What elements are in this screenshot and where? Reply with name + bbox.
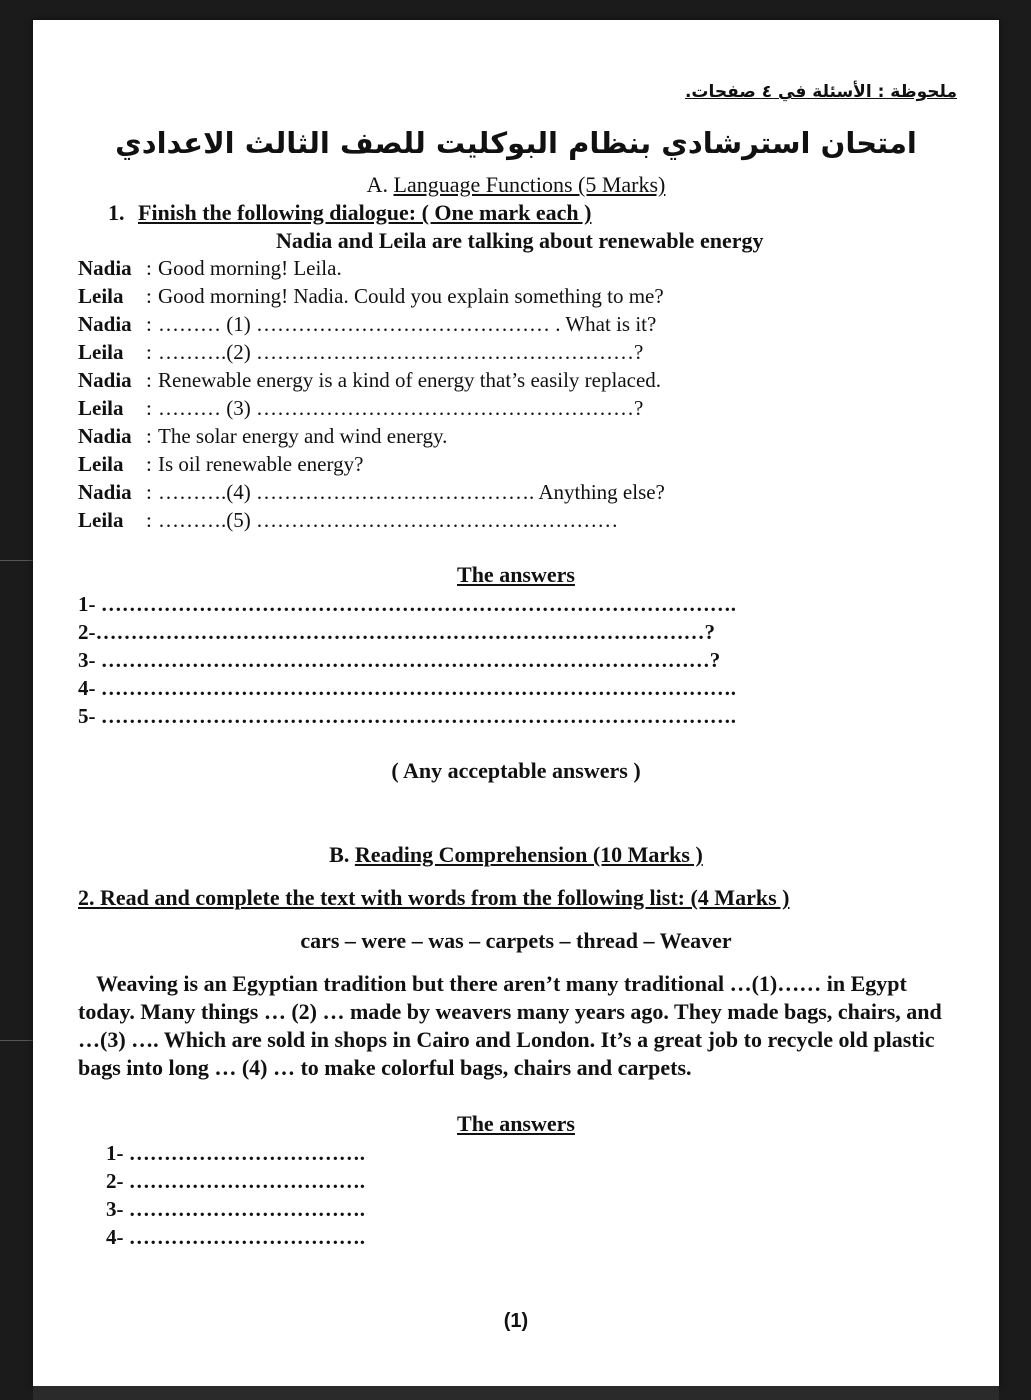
answer-line: 1- …………………………….	[106, 1141, 365, 1165]
dialogue-text: Is oil renewable energy?	[158, 452, 364, 476]
speaker-name: Leila	[78, 452, 124, 476]
exam-page	[33, 20, 999, 1386]
answer-line: 3- ……………………………………………………………………………?	[78, 648, 721, 672]
section-a-title: Language Functions (5 Marks)	[393, 172, 666, 197]
dialogue-line: Nadia : Renewable energy is a kind of energy that’s easily replaced.	[78, 368, 662, 392]
answers-heading: The answers	[457, 1111, 575, 1136]
speaker-name: Leila	[78, 508, 124, 532]
dialogue-text: Renewable energy is a kind of energy that’s easily replaced.	[158, 368, 662, 392]
dialogue-text: The solar energy and wind energy.	[158, 424, 448, 448]
dialogue-line: Nadia : Good morning! Leila.	[78, 256, 342, 280]
section-b-label: B.	[329, 842, 350, 867]
dialogue-text: Good morning! Nadia. Could you explain something to me?	[158, 284, 664, 308]
speaker-name: Leila	[78, 340, 124, 364]
answers-heading: The answers	[457, 562, 575, 587]
answer-line: 2- …………………………….	[106, 1169, 365, 1193]
answer-line: 4- ……………………………………………………………………………….	[78, 676, 736, 700]
speaker-name: Leila	[78, 396, 124, 420]
dialogue-line: Leila : ……….(5) ………………………………….…………	[78, 508, 619, 532]
background-divider	[0, 560, 33, 561]
answer-line: 1- ……………………………………………………………………………….	[78, 592, 736, 616]
speaker-name: Nadia	[78, 480, 132, 504]
dialogue-line: Leila : ……….(2) ………………………………………………?	[78, 340, 644, 364]
page-count-note: ملحوظة : الأسئلة في ٤ صفحات.	[684, 82, 957, 102]
exam-title: امتحان استرشادي بنظام البوكليت للصف الثالث الاعدادي	[115, 126, 917, 160]
dialogue-text: ……… (1) …………………………………… . What is it?	[158, 312, 657, 336]
speaker-name: Nadia	[78, 256, 132, 280]
dialogue-line: Leila : Is oil renewable energy?	[78, 452, 364, 476]
dialogue-context: Nadia and Leila are talking about renewable energy	[276, 228, 764, 253]
dialogue-line: Nadia : ……….(4) …………………………………. Anything else?	[78, 480, 665, 504]
passage-text: Weaving is an Egyptian tradition but there aren’t many traditional …(1)…… in Egypt today. Many things … (2) … made by weavers many years ago. They made bags, chairs, and …(3) …. Which are sold in shops in Cairo and London. It’s a great job to recycle old plastic bags into long … (4) … to make colorful bags, chairs and carpets.	[78, 971, 942, 1080]
background-strip	[33, 1386, 999, 1400]
speaker-name: Leila	[78, 284, 124, 308]
section-b-heading	[33, 842, 999, 868]
dialogue-text: ……….(2) ………………………………………………?	[158, 340, 644, 364]
answer-line: 5- ……………………………………………………………………………….	[78, 704, 736, 728]
question-1-number: 1.	[108, 200, 125, 225]
dialogue-line: Leila : Good morning! Nadia. Could you explain something to me?	[78, 284, 664, 308]
question-2: 2. Read and complete the text with words from the following list: (4 Marks )	[78, 885, 790, 910]
speaker-name: Nadia	[78, 424, 132, 448]
answer-line: 2-……………………………………………………………………………?	[78, 620, 715, 644]
speaker-name: Nadia	[78, 368, 132, 392]
acceptable-answers-note: ( Any acceptable answers )	[391, 758, 641, 783]
speaker-name: Nadia	[78, 312, 132, 336]
dialogue-text: ……… (3) ………………………………………………?	[158, 396, 644, 420]
section-b-title: Reading Comprehension (10 Marks )	[354, 842, 703, 867]
section-a-heading	[33, 172, 999, 198]
dialogue-line: Nadia : The solar energy and wind energy.	[78, 424, 448, 448]
word-list: cars – were – was – carpets – thread – Weaver	[300, 928, 732, 953]
dialogue-line: Leila : ……… (3) ………………………………………………?	[78, 396, 644, 420]
page-number: (1)	[503, 1310, 529, 1332]
dialogue-line: Nadia : ……… (1) …………………………………… . What is it?	[78, 312, 657, 336]
dialogue-text: ……….(5) ………………………………….…………	[158, 508, 619, 532]
reading-passage	[78, 970, 958, 1082]
question-1-text: Finish the following dialogue: ( One mark each )	[138, 200, 592, 225]
dialogue-text: Good morning! Leila.	[158, 256, 342, 280]
section-a-label: A.	[366, 172, 388, 197]
dialogue-text: ……….(4) …………………………………. Anything else?	[158, 480, 665, 504]
question-1	[108, 200, 591, 226]
answer-line: 4- …………………………….	[106, 1225, 365, 1249]
answer-line: 3- …………………………….	[106, 1197, 365, 1221]
background-divider	[0, 1040, 33, 1041]
